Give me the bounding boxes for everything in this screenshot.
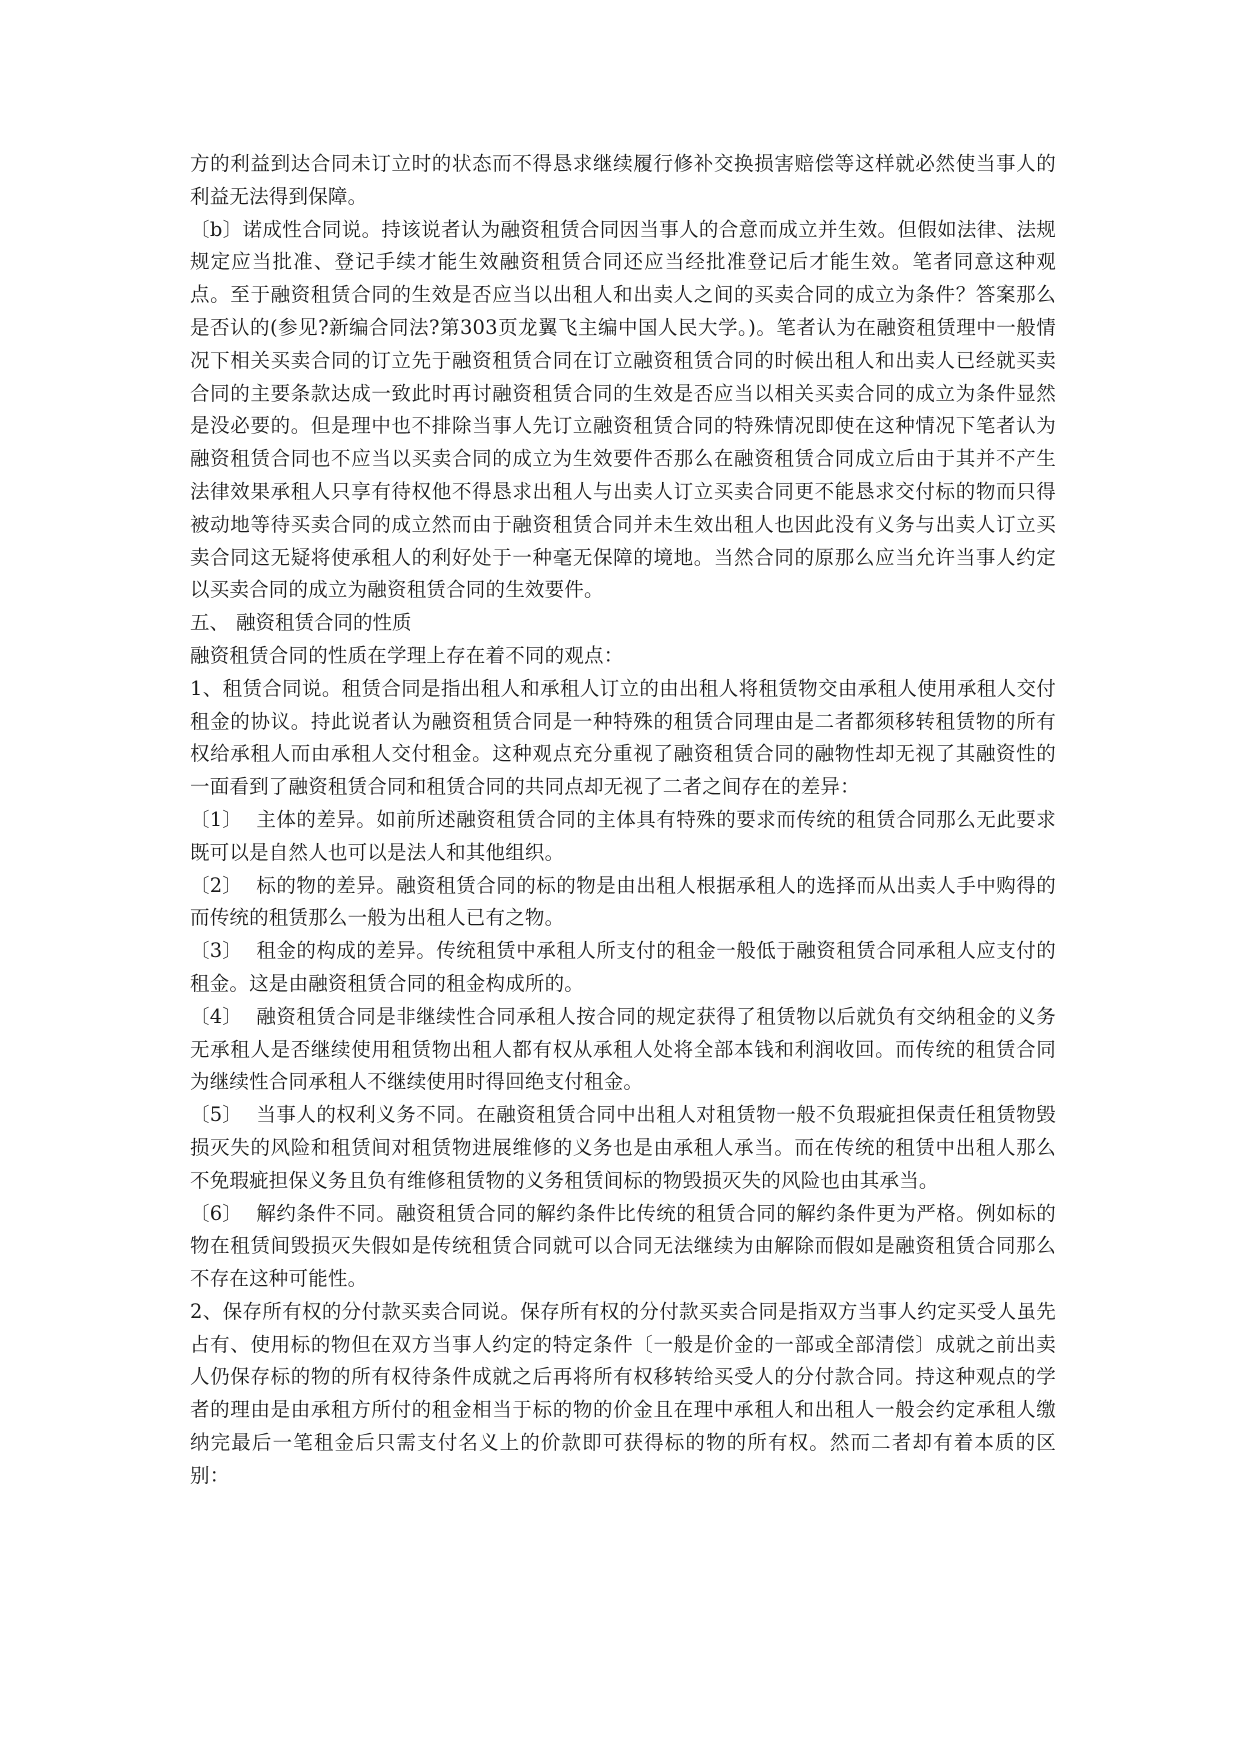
list-item-1: [190, 804, 1056, 870]
section-title: 融资租赁合同的性质: [236, 611, 412, 635]
list-text: 融资租赁合同是非继续性合同承租人按合同的规定获得了租赁物以后就负有交纳租金的义务无承租人是否继续使用租赁物出租人都有权从承租人处将全部本钱和利润收回。而传统的租赁合同为继续性合同承租人不继续使用时得回绝支付租金。: [190, 1004, 1056, 1094]
list-number: 〔1〕: [190, 807, 243, 831]
list-item-4: [190, 1001, 1056, 1099]
list-number: 〔6〕: [190, 1201, 243, 1225]
list-item-5: [190, 1099, 1056, 1197]
list-text: 标的物的差异。融资租赁合同的标的物是由出租人根据承租人的选择而从出卖人手中购得的而传统的租赁那么一般为出租人已有之物。: [190, 873, 1056, 930]
list-number: 〔4〕: [190, 1004, 243, 1028]
section-heading: [190, 607, 1056, 640]
list-item-3: [190, 935, 1056, 1001]
list-item-6: [190, 1198, 1056, 1296]
list-number: 〔2〕: [190, 873, 243, 897]
list-item-2: [190, 870, 1056, 936]
paragraph-installment-sale-theory: 2、保存所有权的分付款买卖合同说。保存所有权的分付款买卖合同是指双方当事人约定买受人虽先占有、使用标的物但在双方当事人约定的特定条件〔一般是价金的一部或全部清偿〕成就之前出卖人仍保存标的物的所有权待条件成就之后再将所有权移转给买受人的分付款合同。持这种观点的学者的理由是由承租方所付的租金相当于标的物的价金且在理中承租人和出租人一般会约定承租人缴纳完最后一笔租金后只需支付名义上的价款即可获得标的物的所有权。然而二者却有着本质的区别：: [190, 1299, 1056, 1487]
paragraph-consensual-contract: 〔b〕诺成性合同说。持该说者认为融资租赁合同因当事人的合意而成立并生效。但假如法律、法规规定应当批准、登记手续才能生效融资租赁合同还应当经批准登记后才能生效。笔者同意这种观点。至于融资租赁合同的生效是否应当以出租人和出卖人之间的买卖合同的成立为条件？答案那么是否认的(参见?新编合同法?第303页龙翼飞主编中国人民大学。)。笔者认为在融资租赁理中一般情况下相关买卖合同的订立先于融资租赁合同在订立融资租赁合同的时候出租人和出卖人已经就买卖合同的主要条款达成一致此时再讨融资租赁合同的生效是否应当以相关买卖合同的成立为条件显然是没必要的。但是理中也不排除当事人先订立融资租赁合同的特殊情况即使在这种情况下笔者认为融资租赁合同也不应当以买卖合同的成立为生效要件否那么在融资租赁合同成立后由于其并不产生法律效果承租人只享有待权他不得恳求出租人与出卖人订立买卖合同更不能恳求交付标的物而只得被动地等待买卖合同的成立然而由于融资租赁合同并未生效出租人也因此没有义务与出卖人订立买卖合同这无疑将使承租人的利好处于一种毫无保障的境地。当然合同的原那么应当允许当事人约定以买卖合同的成立为融资租赁合同的生效要件。: [190, 217, 1056, 602]
list-text: 当事人的权利义务不同。在融资租赁合同中出租人对租赁物一般不负瑕疵担保责任租赁物毁损灭失的风险和租赁间对租赁物进展维修的义务也是由承租人承当。而在传统的租赁中出租人那么不免瑕疵担保义务且负有维修租赁物的义务租赁间标的物毁损灭失的风险也由其承当。: [190, 1103, 1056, 1192]
list-number: 〔5〕: [190, 1103, 243, 1127]
paragraph-intro: 融资租赁合同的性质在学理上存在着不同的观点：: [190, 643, 624, 667]
list-number: 〔3〕: [190, 939, 243, 963]
list-text: 租金的构成的差异。传统租赁中承租人所支付的租金一般低于融资租赁合同承租人应支付的租金。这是由融资租赁合同的租金构成所的。: [190, 939, 1056, 995]
list-text: 主体的差异。如前所述融资租赁合同的主体具有特殊的要求而传统的租赁合同那么无此要求既可以是自然人也可以是法人和其他组织。: [190, 807, 1056, 864]
paragraph-lease-theory: 1、租赁合同说。租赁合同是指出租人和承租人订立的由出租人将租赁物交由承租人使用承租人交付租金的协议。持此说者认为融资租赁合同是一种特殊的租赁合同理由是二者都须移转租赁物的所有权给承租人而由承租人交付租金。这种观点充分重视了融资租赁合同的融物性却无视了其融资性的一面看到了融资租赁合同和租赁合同的共同点却无视了二者之间存在的差异：: [190, 676, 1056, 799]
paragraph-continuation: 方的利益到达合同未订立时的状态而不得恳求继续履行修补交换损害赔偿等这样就必然使当事人的利益无法得到保障。: [190, 152, 1056, 208]
document-page: [190, 148, 1056, 1493]
list-text: 解约条件不同。融资租赁合同的解约条件比传统的租赁合同的解约条件更为严格。例如标的物在租赁间毁损灭失假如是传统租赁合同就可以合同无法继续为由解除而假如是融资租赁合同那么不存在这种可能性。: [190, 1201, 1056, 1291]
section-number: 五、: [190, 611, 230, 635]
